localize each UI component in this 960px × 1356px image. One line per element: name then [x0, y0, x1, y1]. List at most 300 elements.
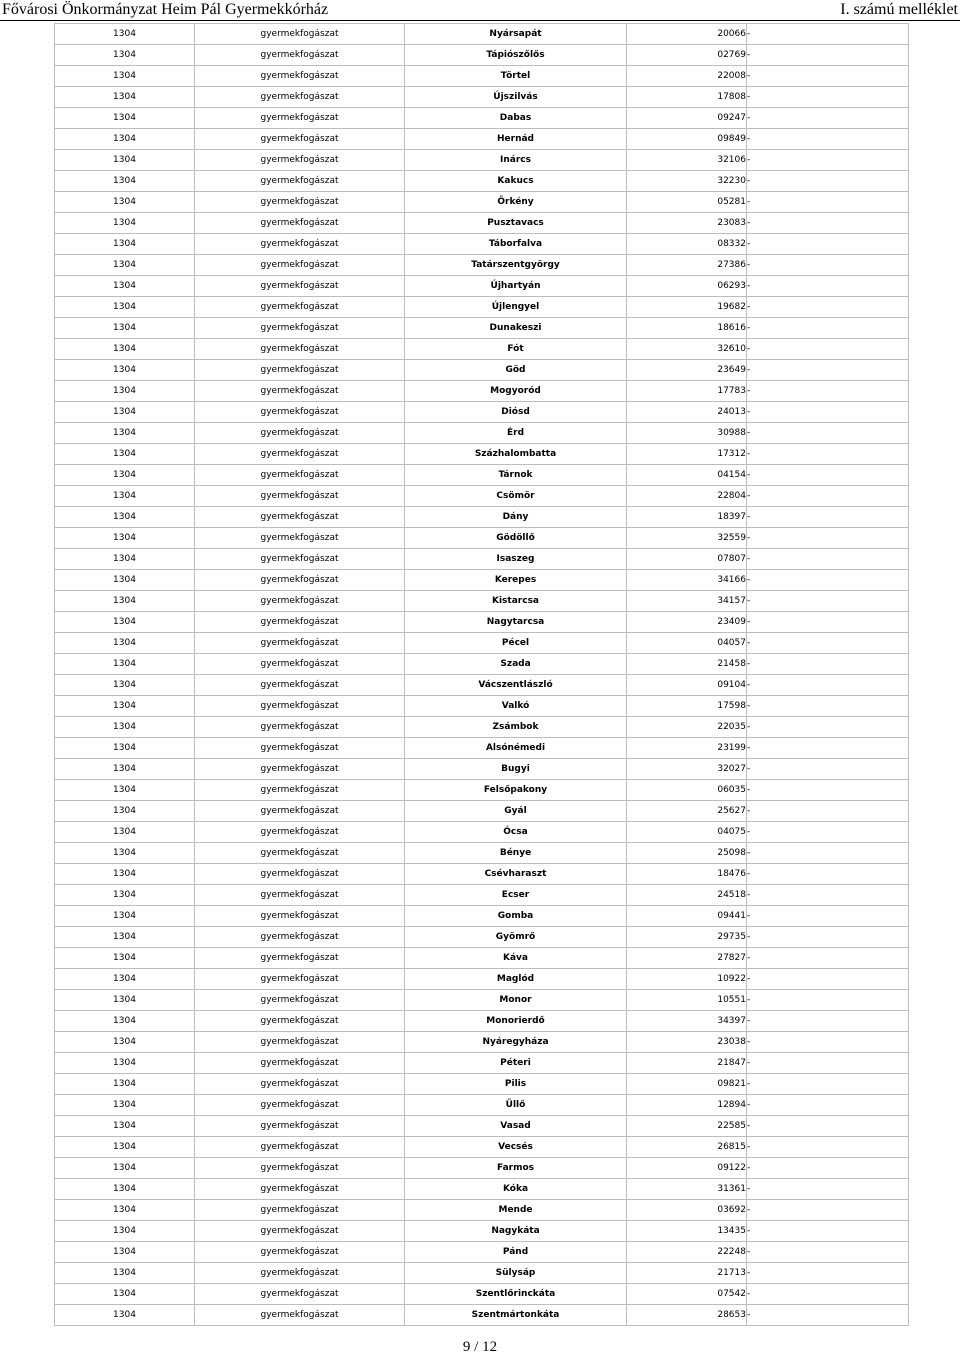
row-zip-cell: 17808	[627, 87, 747, 108]
row-settlement-cell: Pécel	[405, 633, 627, 654]
table-row	[55, 549, 909, 570]
row-settlement-cell: Inárcs	[405, 150, 627, 171]
table-row	[55, 192, 909, 213]
row-code-cell: 1304	[55, 822, 195, 843]
row-zip-cell: 20066	[627, 24, 747, 45]
row-code-cell: 1304	[55, 486, 195, 507]
row-settlement-cell: Pilis	[405, 1074, 627, 1095]
table-row	[55, 381, 909, 402]
row-zip-cell: 18476	[627, 864, 747, 885]
row-settlement-cell: Dunakeszi	[405, 318, 627, 339]
row-value-cell: -	[747, 1011, 909, 1032]
table-row	[55, 1137, 909, 1158]
row-zip-cell: 07542	[627, 1284, 747, 1305]
row-code-cell: 1304	[55, 633, 195, 654]
table-row	[55, 696, 909, 717]
table-row	[55, 1305, 909, 1326]
row-specialty-cell: gyermekfogászat	[195, 465, 405, 486]
row-settlement-cell: Kakucs	[405, 171, 627, 192]
row-zip-cell: 08332	[627, 234, 747, 255]
row-code-cell: 1304	[55, 318, 195, 339]
table-row	[55, 675, 909, 696]
table-row	[55, 1074, 909, 1095]
row-zip-cell: 25098	[627, 843, 747, 864]
row-zip-cell: 23409	[627, 612, 747, 633]
row-zip-cell: 22035	[627, 717, 747, 738]
row-code-cell: 1304	[55, 570, 195, 591]
row-settlement-cell: Isaszeg	[405, 549, 627, 570]
row-specialty-cell: gyermekfogászat	[195, 255, 405, 276]
table-row	[55, 864, 909, 885]
row-zip-cell: 17312	[627, 444, 747, 465]
table-row	[55, 360, 909, 381]
row-specialty-cell: gyermekfogászat	[195, 402, 405, 423]
row-code-cell: 1304	[55, 1200, 195, 1221]
row-code-cell: 1304	[55, 360, 195, 381]
row-code-cell: 1304	[55, 1095, 195, 1116]
row-code-cell: 1304	[55, 66, 195, 87]
row-zip-cell: 09849	[627, 129, 747, 150]
row-value-cell: -	[747, 171, 909, 192]
row-zip-cell: 12894	[627, 1095, 747, 1116]
row-value-cell: -	[747, 108, 909, 129]
row-specialty-cell: gyermekfogászat	[195, 24, 405, 45]
table-row	[55, 969, 909, 990]
row-specialty-cell: gyermekfogászat	[195, 801, 405, 822]
row-code-cell: 1304	[55, 948, 195, 969]
table-row	[55, 444, 909, 465]
row-value-cell: -	[747, 675, 909, 696]
row-code-cell: 1304	[55, 297, 195, 318]
row-value-cell: -	[747, 864, 909, 885]
row-specialty-cell: gyermekfogászat	[195, 423, 405, 444]
table-row	[55, 1242, 909, 1263]
table-row	[55, 297, 909, 318]
row-code-cell: 1304	[55, 843, 195, 864]
row-specialty-cell: gyermekfogászat	[195, 360, 405, 381]
row-specialty-cell: gyermekfogászat	[195, 171, 405, 192]
row-zip-cell: 21458	[627, 654, 747, 675]
row-settlement-cell: Sülysáp	[405, 1263, 627, 1284]
row-specialty-cell: gyermekfogászat	[195, 213, 405, 234]
row-specialty-cell: gyermekfogászat	[195, 1032, 405, 1053]
table-row	[55, 1053, 909, 1074]
row-settlement-cell: Valkó	[405, 696, 627, 717]
row-value-cell: -	[747, 87, 909, 108]
row-settlement-cell: Pánd	[405, 1242, 627, 1263]
table-row	[55, 591, 909, 612]
row-zip-cell: 29735	[627, 927, 747, 948]
row-code-cell: 1304	[55, 1242, 195, 1263]
row-value-cell: -	[747, 276, 909, 297]
row-value-cell: -	[747, 612, 909, 633]
row-code-cell: 1304	[55, 1305, 195, 1326]
row-specialty-cell: gyermekfogászat	[195, 486, 405, 507]
row-specialty-cell: gyermekfogászat	[195, 696, 405, 717]
table-row	[55, 885, 909, 906]
row-zip-cell: 22248	[627, 1242, 747, 1263]
row-zip-cell: 34157	[627, 591, 747, 612]
row-value-cell: -	[747, 759, 909, 780]
row-settlement-cell: Csömör	[405, 486, 627, 507]
row-zip-cell: 04075	[627, 822, 747, 843]
row-value-cell: -	[747, 633, 909, 654]
row-code-cell: 1304	[55, 423, 195, 444]
table-row	[55, 465, 909, 486]
table-row	[55, 339, 909, 360]
table-row	[55, 612, 909, 633]
row-value-cell: -	[747, 318, 909, 339]
row-specialty-cell: gyermekfogászat	[195, 822, 405, 843]
row-specialty-cell: gyermekfogászat	[195, 738, 405, 759]
row-specialty-cell: gyermekfogászat	[195, 444, 405, 465]
row-settlement-cell: Újlengyel	[405, 297, 627, 318]
row-zip-cell: 02769	[627, 45, 747, 66]
row-code-cell: 1304	[55, 1284, 195, 1305]
row-specialty-cell: gyermekfogászat	[195, 885, 405, 906]
row-zip-cell: 32559	[627, 528, 747, 549]
row-value-cell: -	[747, 297, 909, 318]
row-zip-cell: 07807	[627, 549, 747, 570]
row-zip-cell: 17783	[627, 381, 747, 402]
row-value-cell: -	[747, 423, 909, 444]
row-code-cell: 1304	[55, 654, 195, 675]
row-zip-cell: 32027	[627, 759, 747, 780]
row-value-cell: -	[747, 969, 909, 990]
row-settlement-cell: Felsőpakony	[405, 780, 627, 801]
row-specialty-cell: gyermekfogászat	[195, 150, 405, 171]
row-settlement-cell: Péteri	[405, 1053, 627, 1074]
row-value-cell: -	[747, 255, 909, 276]
row-settlement-cell: Ócsa	[405, 822, 627, 843]
table-row	[55, 570, 909, 591]
row-zip-cell: 03692	[627, 1200, 747, 1221]
row-code-cell: 1304	[55, 969, 195, 990]
service-area-table	[54, 23, 909, 1326]
row-specialty-cell: gyermekfogászat	[195, 990, 405, 1011]
row-code-cell: 1304	[55, 24, 195, 45]
row-code-cell: 1304	[55, 381, 195, 402]
row-code-cell: 1304	[55, 780, 195, 801]
row-settlement-cell: Mogyoród	[405, 381, 627, 402]
row-value-cell: -	[747, 801, 909, 822]
row-value-cell: -	[747, 1095, 909, 1116]
row-settlement-cell: Vecsés	[405, 1137, 627, 1158]
row-zip-cell: 10551	[627, 990, 747, 1011]
row-code-cell: 1304	[55, 1179, 195, 1200]
row-specialty-cell: gyermekfogászat	[195, 1221, 405, 1242]
row-zip-cell: 06035	[627, 780, 747, 801]
row-code-cell: 1304	[55, 549, 195, 570]
row-zip-cell: 23649	[627, 360, 747, 381]
table-row	[55, 1116, 909, 1137]
table-row	[55, 759, 909, 780]
row-specialty-cell: gyermekfogászat	[195, 1137, 405, 1158]
row-settlement-cell: Diósd	[405, 402, 627, 423]
row-settlement-cell: Káva	[405, 948, 627, 969]
row-code-cell: 1304	[55, 507, 195, 528]
row-specialty-cell: gyermekfogászat	[195, 948, 405, 969]
row-specialty-cell: gyermekfogászat	[195, 969, 405, 990]
row-zip-cell: 23199	[627, 738, 747, 759]
row-code-cell: 1304	[55, 717, 195, 738]
row-specialty-cell: gyermekfogászat	[195, 549, 405, 570]
row-settlement-cell: Alsónémedi	[405, 738, 627, 759]
row-code-cell: 1304	[55, 234, 195, 255]
table-row	[55, 1284, 909, 1305]
row-code-cell: 1304	[55, 738, 195, 759]
row-value-cell: -	[747, 822, 909, 843]
row-settlement-cell: Táborfalva	[405, 234, 627, 255]
row-zip-cell: 22585	[627, 1116, 747, 1137]
row-specialty-cell: gyermekfogászat	[195, 1074, 405, 1095]
row-specialty-cell: gyermekfogászat	[195, 1242, 405, 1263]
row-specialty-cell: gyermekfogászat	[195, 192, 405, 213]
row-value-cell: -	[747, 528, 909, 549]
row-value-cell: -	[747, 570, 909, 591]
table-row	[55, 780, 909, 801]
row-code-cell: 1304	[55, 1032, 195, 1053]
row-code-cell: 1304	[55, 255, 195, 276]
row-settlement-cell: Tatárszentgyörgy	[405, 255, 627, 276]
row-settlement-cell: Szentmártonkáta	[405, 1305, 627, 1326]
row-specialty-cell: gyermekfogászat	[195, 1011, 405, 1032]
row-settlement-cell: Göd	[405, 360, 627, 381]
row-zip-cell: 31361	[627, 1179, 747, 1200]
row-specialty-cell: gyermekfogászat	[195, 1179, 405, 1200]
table-row	[55, 423, 909, 444]
row-code-cell: 1304	[55, 45, 195, 66]
row-specialty-cell: gyermekfogászat	[195, 570, 405, 591]
row-value-cell: -	[747, 1179, 909, 1200]
row-code-cell: 1304	[55, 927, 195, 948]
table-row	[55, 1032, 909, 1053]
row-value-cell: -	[747, 1053, 909, 1074]
row-settlement-cell: Százhalombatta	[405, 444, 627, 465]
row-settlement-cell: Szada	[405, 654, 627, 675]
row-code-cell: 1304	[55, 150, 195, 171]
row-code-cell: 1304	[55, 696, 195, 717]
row-value-cell: -	[747, 45, 909, 66]
row-settlement-cell: Monor	[405, 990, 627, 1011]
row-settlement-cell: Bénye	[405, 843, 627, 864]
row-specialty-cell: gyermekfogászat	[195, 906, 405, 927]
table-body	[55, 24, 909, 1326]
row-settlement-cell: Hernád	[405, 129, 627, 150]
page-number: 9 / 12	[462, 1339, 498, 1355]
row-settlement-cell: Csévharaszt	[405, 864, 627, 885]
table-row	[55, 528, 909, 549]
row-zip-cell: 17598	[627, 696, 747, 717]
page-header	[0, 0, 960, 21]
row-zip-cell: 09104	[627, 675, 747, 696]
row-zip-cell: 30988	[627, 423, 747, 444]
row-code-cell: 1304	[55, 1221, 195, 1242]
row-zip-cell: 34166	[627, 570, 747, 591]
table-row	[55, 213, 909, 234]
row-code-cell: 1304	[55, 1263, 195, 1284]
table-row	[55, 276, 909, 297]
row-zip-cell: 09441	[627, 906, 747, 927]
row-value-cell: -	[747, 339, 909, 360]
row-code-cell: 1304	[55, 276, 195, 297]
row-settlement-cell: Újszilvás	[405, 87, 627, 108]
row-specialty-cell: gyermekfogászat	[195, 654, 405, 675]
row-zip-cell: 26815	[627, 1137, 747, 1158]
table-row	[55, 822, 909, 843]
row-value-cell: -	[747, 1221, 909, 1242]
row-specialty-cell: gyermekfogászat	[195, 1158, 405, 1179]
row-value-cell: -	[747, 927, 909, 948]
row-zip-cell: 28653	[627, 1305, 747, 1326]
table-row	[55, 633, 909, 654]
table-row	[55, 507, 909, 528]
table-row	[55, 927, 909, 948]
row-settlement-cell: Újhartyán	[405, 276, 627, 297]
row-code-cell: 1304	[55, 87, 195, 108]
row-zip-cell: 32106	[627, 150, 747, 171]
table-row	[55, 24, 909, 45]
row-value-cell: -	[747, 360, 909, 381]
row-settlement-cell: Gyömrő	[405, 927, 627, 948]
table-row	[55, 843, 909, 864]
row-value-cell: -	[747, 948, 909, 969]
table-row	[55, 129, 909, 150]
row-specialty-cell: gyermekfogászat	[195, 633, 405, 654]
table-row	[55, 45, 909, 66]
row-settlement-cell: Ecser	[405, 885, 627, 906]
row-zip-cell: 32610	[627, 339, 747, 360]
row-zip-cell: 22008	[627, 66, 747, 87]
table-row	[55, 717, 909, 738]
row-zip-cell: 05281	[627, 192, 747, 213]
row-code-cell: 1304	[55, 990, 195, 1011]
row-value-cell: -	[747, 1137, 909, 1158]
row-value-cell: -	[747, 990, 909, 1011]
row-value-cell: -	[747, 1263, 909, 1284]
table-row	[55, 1179, 909, 1200]
row-settlement-cell: Örkény	[405, 192, 627, 213]
table-row	[55, 654, 909, 675]
table-row	[55, 318, 909, 339]
row-settlement-cell: Kóka	[405, 1179, 627, 1200]
row-zip-cell: 06293	[627, 276, 747, 297]
row-code-cell: 1304	[55, 591, 195, 612]
row-code-cell: 1304	[55, 885, 195, 906]
row-settlement-cell: Nagykáta	[405, 1221, 627, 1242]
table-row	[55, 1200, 909, 1221]
row-specialty-cell: gyermekfogászat	[195, 1200, 405, 1221]
row-code-cell: 1304	[55, 402, 195, 423]
row-zip-cell: 34397	[627, 1011, 747, 1032]
row-value-cell: -	[747, 444, 909, 465]
row-value-cell: -	[747, 1305, 909, 1326]
row-specialty-cell: gyermekfogászat	[195, 87, 405, 108]
row-zip-cell: 13435	[627, 1221, 747, 1242]
row-zip-cell: 24013	[627, 402, 747, 423]
row-value-cell: -	[747, 780, 909, 801]
row-code-cell: 1304	[55, 1074, 195, 1095]
row-value-cell: -	[747, 129, 909, 150]
row-value-cell: -	[747, 696, 909, 717]
row-zip-cell: 19682	[627, 297, 747, 318]
row-specialty-cell: gyermekfogászat	[195, 1053, 405, 1074]
row-code-cell: 1304	[55, 1053, 195, 1074]
row-settlement-cell: Nyársapát	[405, 24, 627, 45]
row-value-cell: -	[747, 1284, 909, 1305]
table-row	[55, 234, 909, 255]
row-specialty-cell: gyermekfogászat	[195, 297, 405, 318]
row-value-cell: -	[747, 1032, 909, 1053]
table-row	[55, 171, 909, 192]
row-specialty-cell: gyermekfogászat	[195, 717, 405, 738]
row-specialty-cell: gyermekfogászat	[195, 1095, 405, 1116]
row-value-cell: -	[747, 654, 909, 675]
row-value-cell: -	[747, 213, 909, 234]
row-value-cell: -	[747, 192, 909, 213]
row-specialty-cell: gyermekfogászat	[195, 66, 405, 87]
row-code-cell: 1304	[55, 801, 195, 822]
row-code-cell: 1304	[55, 1011, 195, 1032]
row-value-cell: -	[747, 885, 909, 906]
row-value-cell: -	[747, 381, 909, 402]
table-row	[55, 990, 909, 1011]
row-code-cell: 1304	[55, 213, 195, 234]
table-row	[55, 1263, 909, 1284]
row-code-cell: 1304	[55, 864, 195, 885]
row-zip-cell: 18616	[627, 318, 747, 339]
table-row	[55, 255, 909, 276]
row-value-cell: -	[747, 1158, 909, 1179]
row-settlement-cell: Gomba	[405, 906, 627, 927]
row-zip-cell: 18397	[627, 507, 747, 528]
table-row	[55, 402, 909, 423]
row-value-cell: -	[747, 402, 909, 423]
row-zip-cell: 09247	[627, 108, 747, 129]
row-value-cell: -	[747, 906, 909, 927]
row-value-cell: -	[747, 234, 909, 255]
row-value-cell: -	[747, 1116, 909, 1137]
row-zip-cell: 04057	[627, 633, 747, 654]
table-row	[55, 1095, 909, 1116]
row-zip-cell: 25627	[627, 801, 747, 822]
row-specialty-cell: gyermekfogászat	[195, 528, 405, 549]
row-specialty-cell: gyermekfogászat	[195, 45, 405, 66]
row-code-cell: 1304	[55, 759, 195, 780]
row-settlement-cell: Bugyi	[405, 759, 627, 780]
row-zip-cell: 09821	[627, 1074, 747, 1095]
row-code-cell: 1304	[55, 339, 195, 360]
row-value-cell: -	[747, 465, 909, 486]
row-code-cell: 1304	[55, 192, 195, 213]
table-row	[55, 108, 909, 129]
row-specialty-cell: gyermekfogászat	[195, 1263, 405, 1284]
table-row	[55, 1011, 909, 1032]
annex-label: I. számú melléklet	[840, 1, 958, 18]
table-row	[55, 1221, 909, 1242]
row-settlement-cell: Gyál	[405, 801, 627, 822]
row-value-cell: -	[747, 486, 909, 507]
row-code-cell: 1304	[55, 465, 195, 486]
row-settlement-cell: Fót	[405, 339, 627, 360]
table-row	[55, 66, 909, 87]
row-specialty-cell: gyermekfogászat	[195, 864, 405, 885]
table-row	[55, 948, 909, 969]
row-value-cell: -	[747, 843, 909, 864]
row-settlement-cell: Szentlőrinckáta	[405, 1284, 627, 1305]
row-zip-cell: 10922	[627, 969, 747, 990]
row-value-cell: -	[747, 24, 909, 45]
